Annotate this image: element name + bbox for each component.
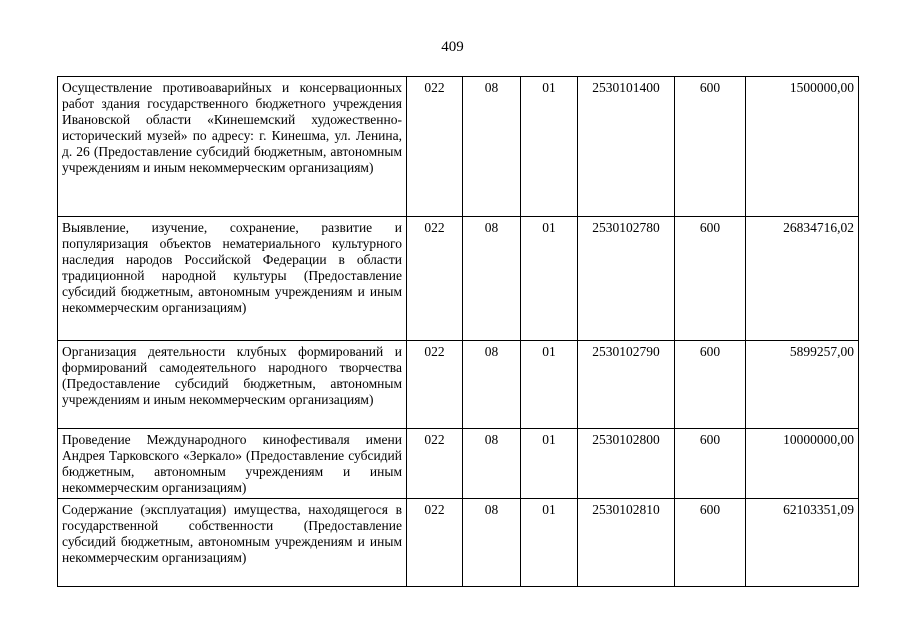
row-target-code: 2530102800 xyxy=(578,429,675,499)
row-description: Осуществление противоаварийных и консервационных работ здания государственного бюджетного учреждения Ивановской области «Кинешемский художественно-исторический музей» по адресу: г. Кинешма, ул. Ленина, д. 26 (Предоставление субсидий бюджетным, автономным учреждениям и иным некоммерческим организациям) xyxy=(58,77,407,217)
row-subsection-code: 01 xyxy=(521,217,578,341)
table-row xyxy=(58,499,859,587)
row-section-code: 08 xyxy=(463,429,521,499)
row-ministry-code: 022 xyxy=(407,499,463,587)
row-section-code: 08 xyxy=(463,77,521,217)
row-expense-type: 600 xyxy=(675,341,746,429)
row-expense-type: 600 xyxy=(675,217,746,341)
row-subsection-code: 01 xyxy=(521,77,578,217)
row-ministry-code: 022 xyxy=(407,217,463,341)
row-amount: 10000000,00 xyxy=(746,429,859,499)
table-row xyxy=(58,429,859,499)
row-section-code: 08 xyxy=(463,217,521,341)
page-number: 409 xyxy=(441,39,464,55)
row-subsection-code: 01 xyxy=(521,499,578,587)
row-amount: 62103351,09 xyxy=(746,499,859,587)
row-target-code: 2530102790 xyxy=(578,341,675,429)
row-subsection-code: 01 xyxy=(521,429,578,499)
row-ministry-code: 022 xyxy=(407,429,463,499)
table-row xyxy=(58,77,859,217)
row-section-code: 08 xyxy=(463,341,521,429)
row-description: Организация деятельности клубных формирований и формирований самодеятельного народного творчества (Предоставление субсидий бюджетным, автономным учреждениям и иным некоммерческим организациям) xyxy=(58,341,407,429)
row-target-code: 2530102810 xyxy=(578,499,675,587)
row-amount: 26834716,02 xyxy=(746,217,859,341)
table-row xyxy=(58,217,859,341)
row-expense-type: 600 xyxy=(675,77,746,217)
row-amount: 5899257,00 xyxy=(746,341,859,429)
row-target-code: 2530102780 xyxy=(578,217,675,341)
row-target-code: 2530101400 xyxy=(578,77,675,217)
row-expense-type: 600 xyxy=(675,429,746,499)
row-ministry-code: 022 xyxy=(407,77,463,217)
row-expense-type: 600 xyxy=(675,499,746,587)
budget-table xyxy=(57,76,859,587)
table-row xyxy=(58,341,859,429)
row-description: Содержание (эксплуатация) имущества, находящегося в государственной собственности (Предоставление субсидий бюджетным, автономным учреждениям и иным некоммерческим организациям) xyxy=(58,499,407,587)
row-amount: 1500000,00 xyxy=(746,77,859,217)
row-subsection-code: 01 xyxy=(521,341,578,429)
row-description: Выявление, изучение, сохранение, развитие и популяризация объектов нематериального культурного наследия народов Российской Федерации в области традиционной народной культуры (Предоставление субсидий бюджетным, автономным учреждениям и иным некоммерческим организациям) xyxy=(58,217,407,341)
row-section-code: 08 xyxy=(463,499,521,587)
row-ministry-code: 022 xyxy=(407,341,463,429)
row-description: Проведение Международного кинофестиваля имени Андрея Тарковского «Зеркало» (Предоставление субсидий бюджетным, автономным учреждениям и иным некоммерческим организациям) xyxy=(58,429,407,499)
